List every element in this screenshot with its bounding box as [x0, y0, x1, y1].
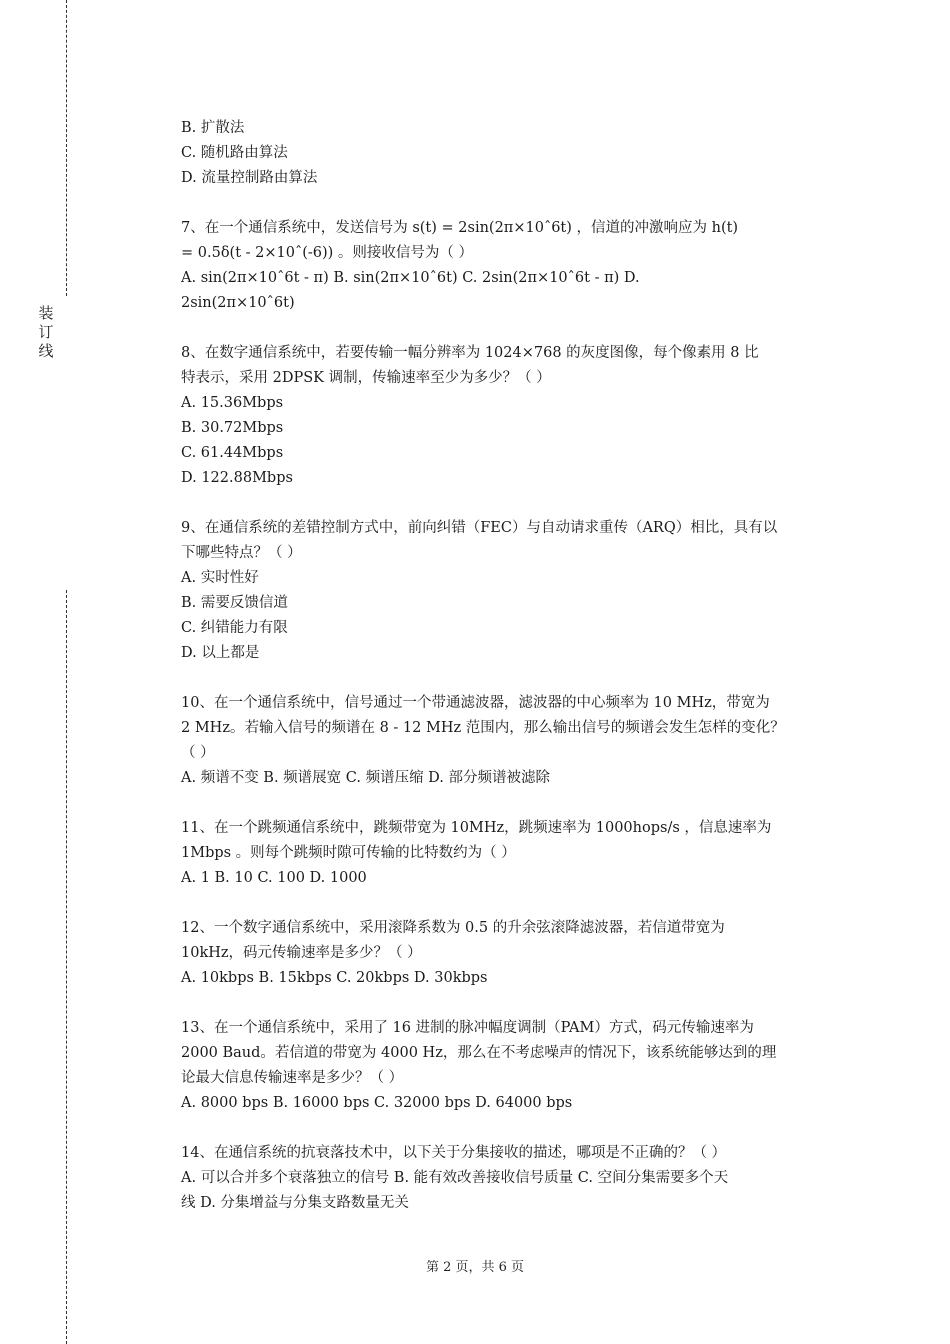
block-gap	[181, 1116, 853, 1141]
text-line: 论最大信息传输速率是多少？（ ）	[181, 1070, 404, 1086]
text-line: A. 可以合并多个衰落独立的信号 B. 能有效改善接收信号质量 C. 空间分集需要多个天	[181, 1170, 729, 1186]
text-line: 10、在一个通信系统中，信号通过一个带通滤波器，滤波器的中心频率为 10 MHz，带宽为	[181, 695, 770, 711]
text-line: 下哪些特点？（ ）	[181, 545, 302, 561]
binding-line-top	[66, 0, 67, 296]
block-gap	[181, 316, 853, 341]
text-line: A. 15.36Mbps	[181, 395, 284, 411]
text-line: 12、一个数字通信系统中，采用滚降系数为 0.5 的升余弦滚降滤波器，若信道带宽为	[181, 920, 725, 936]
block-gap	[181, 666, 853, 691]
text-line: C. 纠错能力有限	[181, 620, 288, 636]
question-block	[181, 516, 853, 666]
text-line: 1Mbps 。则每个跳频时隙可传输的比特数约为（ ）	[181, 845, 516, 861]
text-line: 14、在通信系统的抗衰落技术中，以下关于分集接收的描述，哪项是不正确的？（ ）	[181, 1145, 727, 1161]
text-line: 2000 Baud。若信道的带宽为 4000 Hz，那么在不考虑噪声的情况下，该系统能够达到的理	[181, 1045, 777, 1061]
text-line: B. 扩散法	[181, 120, 245, 136]
text-line: 9、在通信系统的差错控制方式中，前向纠错（FEC）与自动请求重传（ARQ）相比，具有以	[181, 520, 778, 536]
text-line: A. 8000 bps B. 16000 bps C. 32000 bps D. 64000 bps	[181, 1095, 573, 1111]
text-line: 特表示，采用 2DPSK 调制，传输速率至少为多少？（ ）	[181, 370, 551, 386]
binding-line-bottom	[66, 590, 67, 1344]
text-line: A. 频谱不变 B. 频谱展宽 C. 频谱压缩 D. 部分频谱被滤除	[181, 770, 551, 786]
text-line: （ ）	[181, 745, 215, 761]
binding-char: 装	[38, 304, 54, 322]
text-line: 10kHz，码元传输速率是多少？（ ）	[181, 945, 422, 961]
text-line: A. 1 B. 10 C. 100 D. 1000	[181, 870, 367, 886]
text-line: 2sin(2π×10ˆ6t)	[181, 295, 295, 311]
block-gap	[181, 991, 853, 1016]
text-line: 线 D. 分集增益与分集支路数量无关	[181, 1195, 409, 1211]
page-footer: 第 2 页，共 6 页	[425, 1260, 525, 1275]
binding-margin-label	[36, 304, 56, 361]
text-line: D. 122.88Mbps	[181, 470, 293, 486]
text-line: = 0.5δ(t - 2×10ˆ(-6)) 。则接收信号为（ ）	[181, 245, 474, 261]
question-block	[181, 816, 853, 891]
text-line: A. 实时性好	[181, 570, 259, 586]
block-gap	[181, 191, 853, 216]
question-block	[181, 341, 853, 491]
text-line: 2 MHz。若输入信号的频谱在 8 - 12 MHz 范围内，那么输出信号的频谱会发生怎样的变化？	[181, 720, 785, 736]
text-line: B. 需要反馈信道	[181, 595, 288, 611]
question-block	[181, 916, 853, 991]
block-gap	[181, 791, 853, 816]
text-line: 13、在一个通信系统中，采用了 16 进制的脉冲幅度调制（PAM）方式，码元传输速率为	[181, 1020, 754, 1036]
text-line: 8、在数字通信系统中，若要传输一幅分辨率为 1024×768 的灰度图像，每个像素用 8 比	[181, 345, 759, 361]
binding-char: 订	[38, 323, 54, 341]
text-line: B. 30.72Mbps	[181, 420, 284, 436]
text-line: D. 以上都是	[181, 645, 260, 661]
question-options-continued	[181, 116, 853, 191]
block-gap	[181, 491, 853, 516]
text-line: 7、在一个通信系统中，发送信号为 s(t) = 2sin(2π×10ˆ6t) ，信道的冲激响应为 h(t)	[181, 220, 739, 236]
text-line: D. 流量控制路由算法	[181, 170, 318, 186]
text-line: C. 随机路由算法	[181, 145, 288, 161]
question-content	[181, 116, 853, 1216]
question-block	[181, 1016, 853, 1116]
block-gap	[181, 891, 853, 916]
text-line: A. sin(2π×10ˆ6t - π) B. sin(2π×10ˆ6t) C. 2sin(2π×10ˆ6t - π) D.	[181, 270, 640, 286]
question-block	[181, 1141, 853, 1216]
text-line: C. 61.44Mbps	[181, 445, 284, 461]
binding-char: 线	[38, 342, 54, 360]
text-line: A. 10kbps B. 15kbps C. 20kbps D. 30kbps	[181, 970, 488, 986]
question-block	[181, 691, 853, 791]
question-block	[181, 216, 853, 316]
text-line: 11、在一个跳频通信系统中，跳频带宽为 10MHz，跳频速率为 1000hops/s ，信息速率为	[181, 820, 772, 836]
